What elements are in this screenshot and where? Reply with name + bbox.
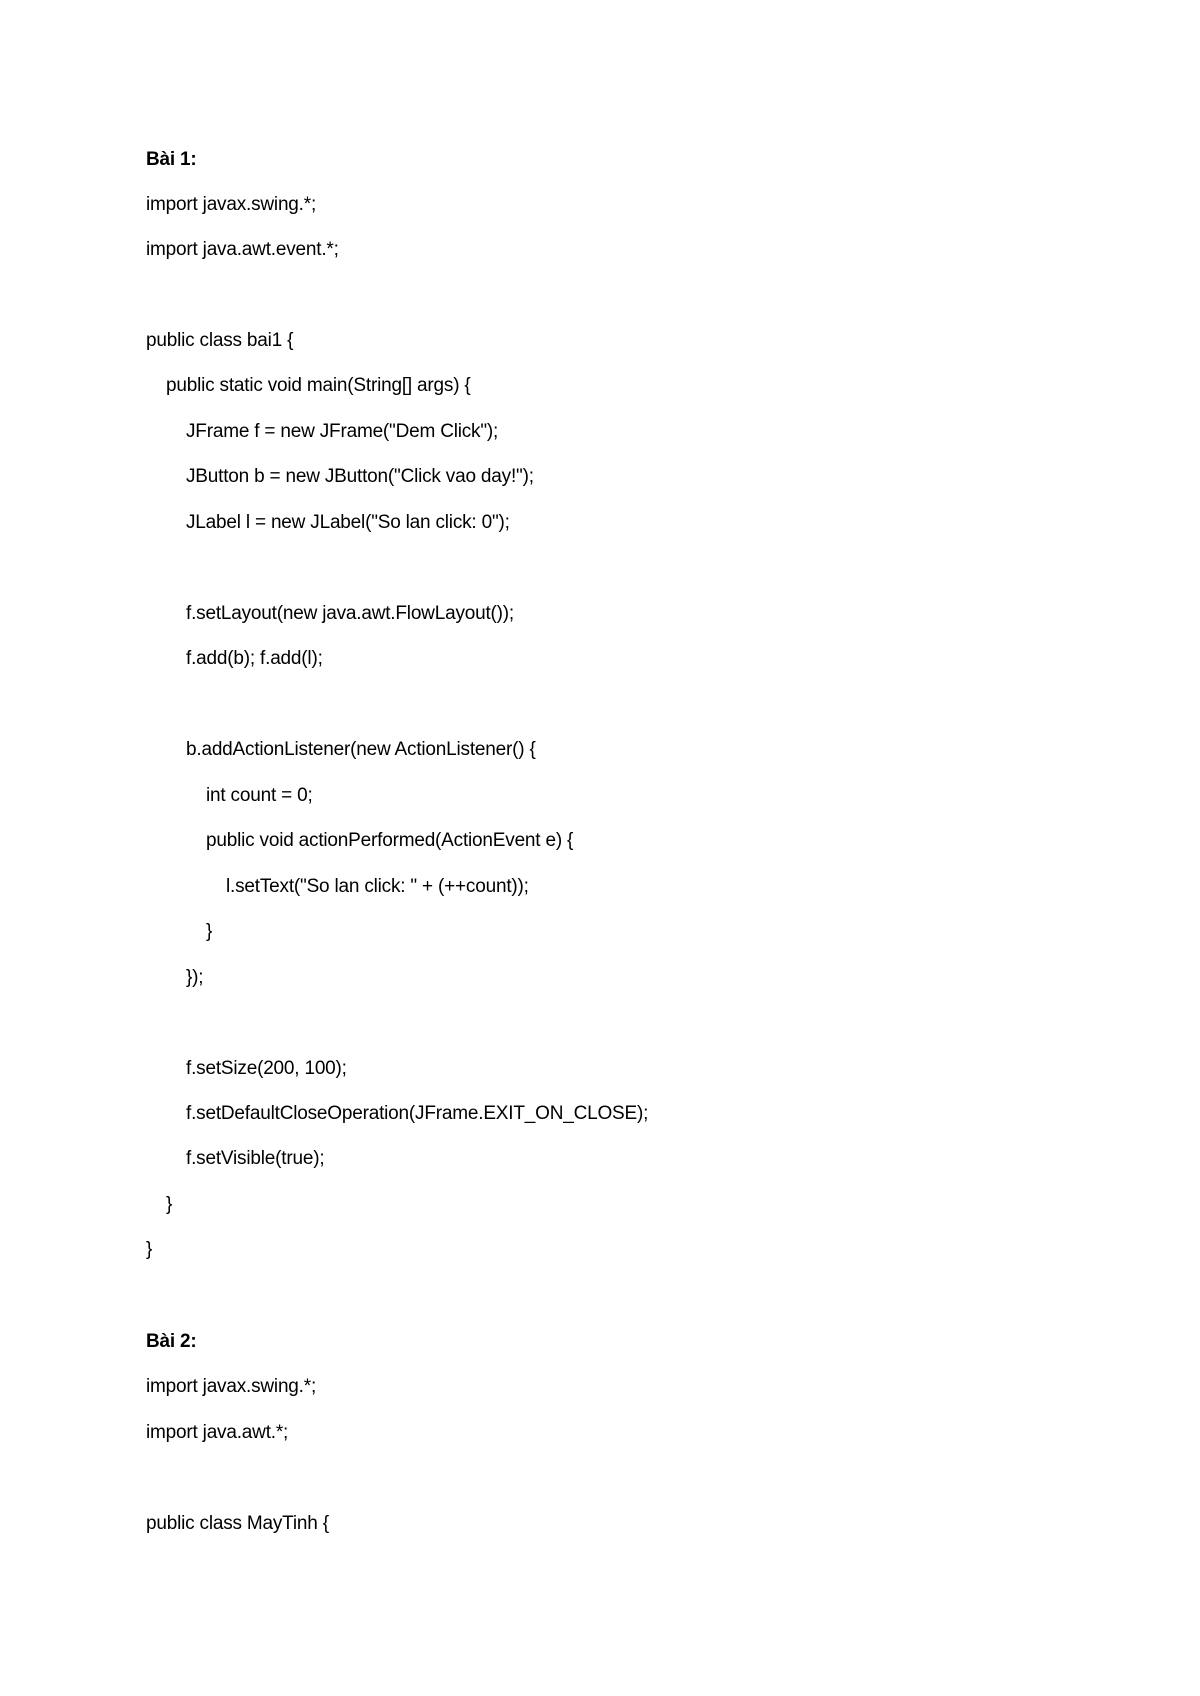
code-line: import javax.swing.*; [146, 1376, 317, 1397]
code-line: } [146, 1239, 153, 1260]
code-line: import java.awt.event.*; [146, 239, 339, 260]
code-line: f.setVisible(true); [186, 1148, 325, 1169]
code-line: JFrame f = new JFrame("Dem Click"); [186, 421, 499, 442]
code-line: f.setSize(200, 100); [186, 1058, 347, 1079]
code-line: f.setDefaultCloseOperation(JFrame.EXIT_ON_CLOSE); [186, 1103, 649, 1124]
code-line: int count = 0; [206, 785, 313, 806]
code-line: public class bai1 { [146, 330, 294, 351]
code-line: import javax.swing.*; [146, 194, 317, 215]
code-line: public class MayTinh { [146, 1513, 329, 1534]
code-line: public static void main(String[] args) { [166, 375, 471, 396]
code-line: JButton b = new JButton("Click vao day!"); [186, 466, 534, 487]
code-line: } [166, 1194, 173, 1215]
section-heading-bai-2: Bài 2: [146, 1331, 197, 1352]
code-line: }); [186, 967, 204, 988]
code-line: l.setText("So lan click: " + (++count)); [226, 876, 529, 897]
code-line: } [206, 921, 213, 942]
code-line: import java.awt.*; [146, 1422, 289, 1443]
code-line: b.addActionListener(new ActionListener() { [186, 739, 536, 760]
code-line: f.setLayout(new java.awt.FlowLayout()); [186, 603, 515, 624]
code-line: JLabel l = new JLabel("So lan click: 0"); [186, 512, 510, 533]
section-heading-bai-1: Bài 1: [146, 149, 197, 170]
code-line: public void actionPerformed(ActionEvent e) { [206, 830, 574, 851]
code-line: f.add(b); f.add(l); [186, 648, 323, 669]
